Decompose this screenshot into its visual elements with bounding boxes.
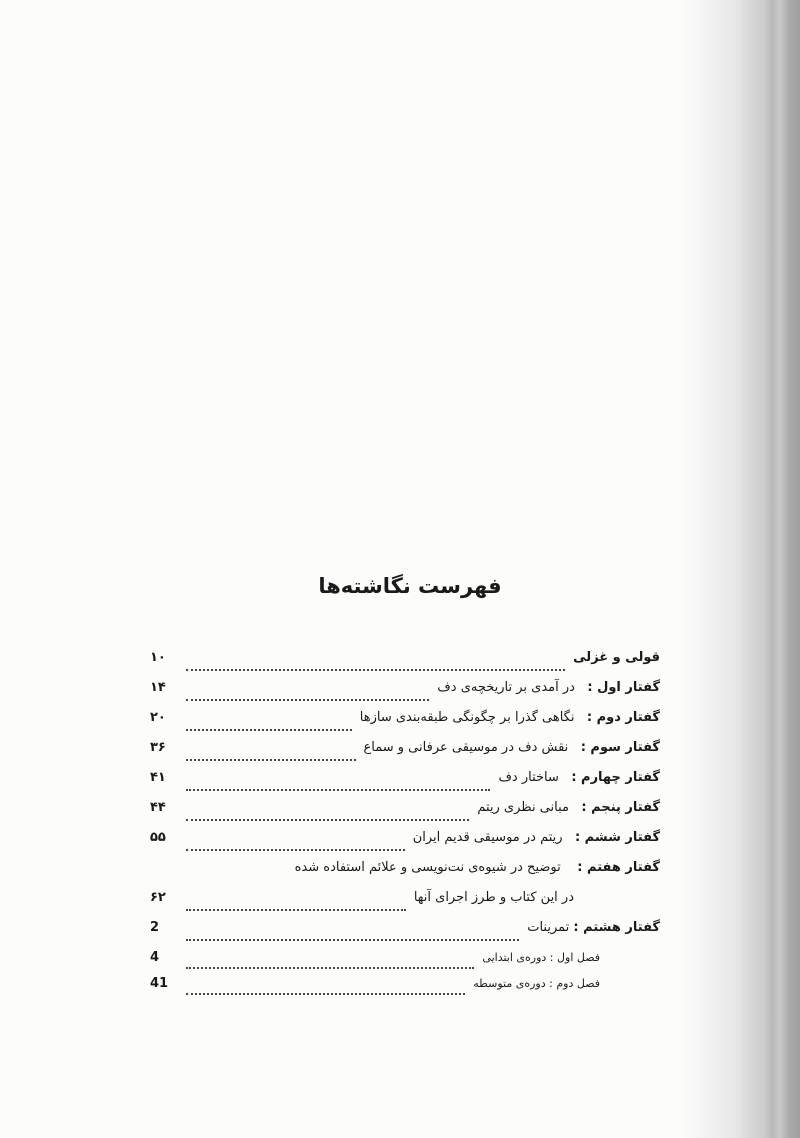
toc-text: تمرینات — [527, 920, 570, 935]
toc-page-number: 41 — [150, 976, 169, 991]
dot-leader — [186, 992, 465, 995]
toc-text: نقش دف در موسیقی عرفانی و سماع — [363, 740, 569, 755]
toc-text: توضیح در شیوه‌ی نت‌نویسی و علائم استفاده شده — [294, 860, 561, 875]
toc-heading: گفتار پنجم : — [581, 800, 660, 815]
toc-page-number: ۴۴ — [150, 800, 166, 815]
toc-text: در این کتاب و طرز اجرای آنها — [413, 890, 574, 905]
toc-entry — [150, 710, 660, 740]
toc-text: ریتم در موسیقی قدیم ایران — [412, 830, 563, 845]
dot-leader — [186, 668, 565, 671]
toc-entry — [150, 680, 660, 710]
dot-leader — [186, 698, 429, 701]
toc-page-number: ۵۵ — [150, 830, 166, 845]
toc-text: در آمدی بر تاریخچه‌ی دف — [437, 680, 575, 695]
dot-leader — [186, 848, 405, 851]
toc-entry — [150, 860, 660, 890]
toc-page-number: ۳۶ — [150, 740, 166, 755]
toc-page-number: ۲۰ — [150, 710, 166, 725]
toc-entry — [150, 920, 660, 950]
toc-heading: گفتار دوم : — [586, 710, 660, 725]
dot-leader — [186, 788, 490, 791]
toc-heading: قولی و غزلی — [573, 650, 660, 665]
toc-entry — [150, 740, 660, 770]
toc-entry — [150, 800, 660, 830]
toc-heading: گفتار چهارم : — [571, 770, 660, 785]
toc-page-number: ۶۲ — [150, 890, 166, 905]
page-edge-shadow — [680, 0, 800, 1138]
toc-page-number: ۱۴ — [150, 680, 166, 695]
dot-leader — [186, 758, 356, 761]
dot-leader — [186, 966, 474, 969]
toc-entry — [150, 770, 660, 800]
toc-entry — [150, 830, 660, 860]
toc-text: ساختار دف — [498, 770, 559, 785]
dot-leader — [186, 938, 519, 941]
toc-text: فصل اول : دوره‌ی ابتدایی — [482, 951, 600, 964]
toc-text: مبانی نظری ریتم — [477, 800, 569, 815]
toc-heading: گفتار اول : — [587, 680, 660, 695]
dot-leader — [186, 728, 352, 731]
toc-heading: گفتار هفتم : — [577, 860, 660, 875]
toc-entry — [150, 650, 660, 680]
toc-entry-continuation — [150, 890, 660, 920]
toc-page-number: 4 — [150, 950, 160, 965]
dot-leader — [186, 908, 406, 911]
toc-page-number: 2 — [150, 920, 160, 935]
toc-heading: گفتار هشتم : — [573, 920, 660, 935]
toc-subentry — [150, 976, 660, 1002]
toc-page-number: ۱۰ — [150, 650, 166, 665]
table-of-contents — [150, 650, 660, 1002]
toc-text: نگاهی گذرا بر چگونگی طبقه‌بندی سازها — [359, 710, 575, 725]
dot-leader — [186, 818, 469, 821]
toc-heading: گفتار سوم : — [580, 740, 660, 755]
toc-heading: گفتار ششم : — [574, 830, 660, 845]
toc-page-number: ۴۱ — [150, 770, 166, 785]
toc-text: فصل دوم : دوره‌ی متوسطه — [473, 977, 600, 990]
page-title: فهرست نگاشته‌ها — [318, 574, 502, 598]
toc-subentry — [150, 950, 660, 976]
